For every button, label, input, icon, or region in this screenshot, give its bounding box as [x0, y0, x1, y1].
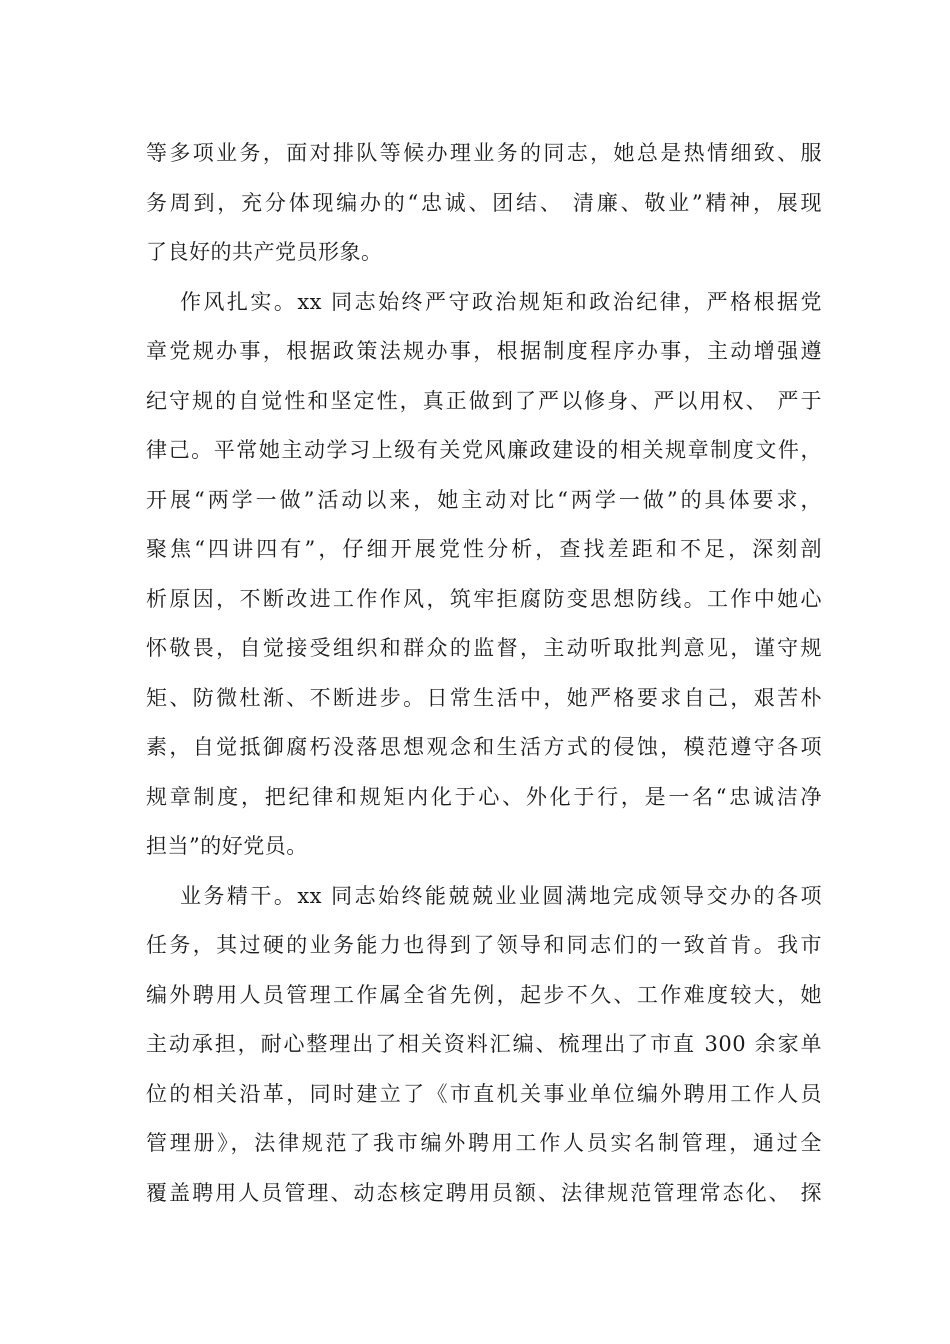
paragraph-3-line-5: 位的相关沿革，同时建立了《市直机关事业单位编外聘用工作人员	[146, 1081, 822, 1106]
paragraph-2-line-11: 规章制度，把纪律和规矩内化于心、外化于行，是一名“忠诚洁净	[146, 784, 822, 809]
paragraph-3-line-4: 主动承担，耐心整理出了相关资料汇编、梳理出了市直 300 余家单	[146, 1032, 822, 1056]
paragraph-2-line-12: 担当”的好党员。	[146, 834, 308, 858]
paragraph-2-line-3: 纪守规的自觉性和坚定性，真正做到了严以修身、严以用权、 严于	[146, 388, 822, 413]
paragraph-2-line-9: 矩、防微杜渐、不断进步。日常生活中，她严格要求自己，艰苦朴	[146, 685, 822, 710]
paragraph-2-line-4: 律己。平常她主动学习上级有关党风廉政建设的相关规章制度文件，	[146, 438, 822, 462]
paragraph-3-line-6: 管理册》，法律规范了我市编外聘用工作人员实名制管理，通过全	[146, 1131, 822, 1155]
paragraph-2-line-8: 怀敬畏，自觉接受组织和群众的监督，主动听取批判意见，谨守规	[146, 636, 822, 660]
paragraph-2-line-6: 聚焦“四讲四有”，仔细开展党性分析，查找差距和不足，深刻剖	[146, 537, 822, 561]
paragraph-3-line-1: 业务精干。xx 同志始终能兢兢业业圆满地完成领导交办的各项	[180, 883, 822, 908]
paragraph-1-line-2: 务周到，充分体现编办的“忠诚、团结、 清廉、敬业”精神，展现	[146, 190, 822, 215]
paragraph-3-line-3: 编外聘用人员管理工作属全省先例，起步不久、工作难度较大，她	[146, 982, 822, 1007]
paragraph-1-line-3: 了良好的共产党员形象。	[146, 240, 383, 264]
paragraph-3-line-2: 任务，其过硬的业务能力也得到了领导和同志们的一致首肯。我市	[146, 933, 822, 957]
paragraph-2-line-7: 析原因，不断改进工作作风，筑牢拒腐防变思想防线。工作中她心	[146, 586, 822, 611]
paragraph-3-line-7: 覆盖聘用人员管理、动态核定聘用员额、法律规范管理常态化、 探	[146, 1180, 822, 1205]
paragraph-2-line-10: 素，自觉抵御腐朽没落思想观念和生活方式的侵蚀，模范遵守各项	[146, 735, 822, 759]
paragraph-1-line-1: 等多项业务，面对排队等候办理业务的同志，她总是热情细致、服	[146, 141, 822, 165]
paragraph-2-line-1: 作风扎实。xx 同志始终严守政治规矩和政治纪律，严格根据党	[180, 289, 822, 314]
paragraph-2-line-5: 开展“两学一做”活动以来，她主动对比“两学一做”的具体要求，	[146, 487, 822, 512]
document-body	[146, 129, 822, 1218]
paragraph-2-line-2: 章党规办事，根据政策法规办事，根据制度程序办事，主动增强遵	[146, 339, 822, 363]
